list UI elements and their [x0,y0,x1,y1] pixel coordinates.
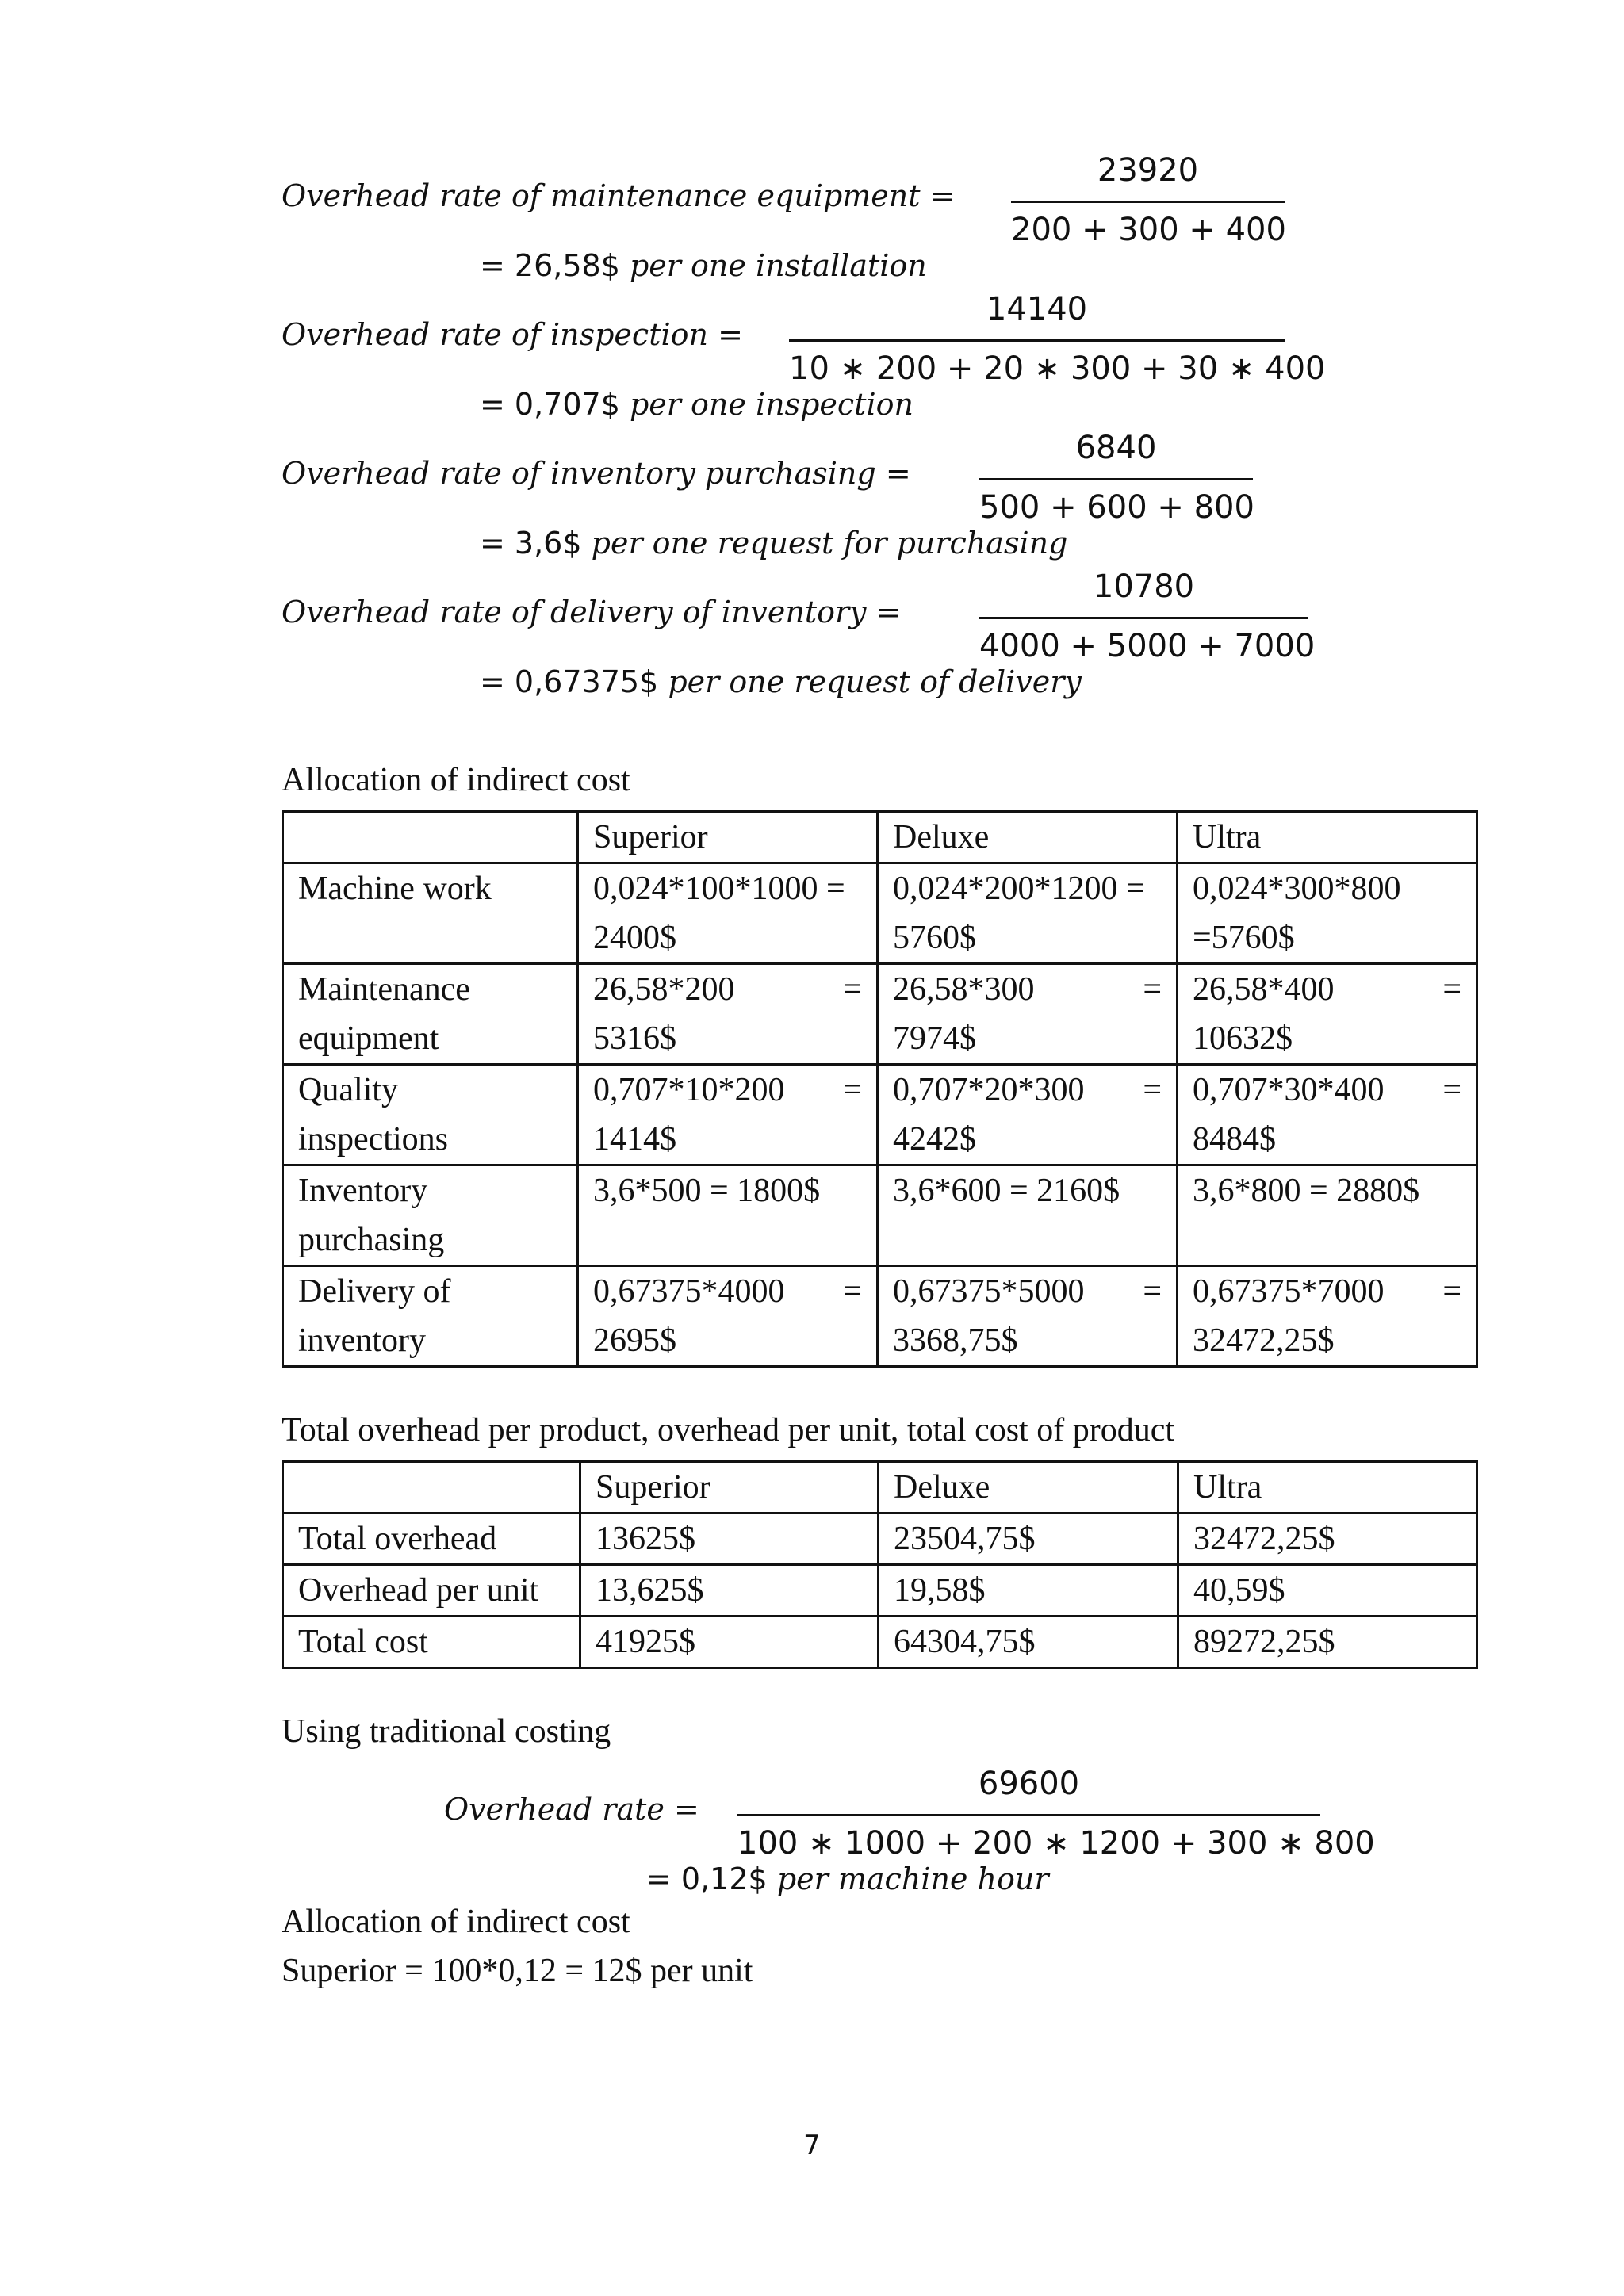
table-cell: 0,024*100*1000 = 2400$ [578,863,878,964]
result-value: = 0,12$ [646,1862,768,1896]
table-cell: 19,58$ [879,1565,1178,1617]
header-cell-empty [283,1462,580,1513]
result-unit: per one inspection [629,387,914,422]
fraction [1011,152,1286,248]
denominator: 500 + 600 + 800 [979,489,1254,526]
numerator: 14140 [986,291,1088,327]
traditional-allocation-caption: Allocation of indirect cost [282,1904,630,1940]
traditional-caption: Using traditional costing [282,1713,611,1750]
formula-result [480,664,1082,699]
row-label: Total cost [283,1617,580,1668]
table-cell: 13625$ [580,1513,879,1565]
row-label: Delivery of inventory [283,1266,578,1367]
totals-table [282,1460,1478,1669]
totals-caption: Total overhead per product, overhead per unit, total cost of product [282,1412,1175,1448]
table-cell: 0,67375*7000 = 32472,25$ [1178,1266,1477,1367]
table-cell: 26,58*300 = 7974$ [878,964,1178,1065]
table-cell: 13,625$ [580,1565,879,1617]
formula-result [646,1862,1049,1896]
row-label: Inventory purchasing [283,1165,578,1266]
numerator: 10780 [1093,568,1195,605]
allocation-table [282,810,1478,1368]
fraction [979,568,1316,664]
result-unit: per one installation [629,248,927,283]
table-header-row [283,812,1477,863]
formula-result [480,526,1067,561]
result-value: = 26,58$ [480,248,620,283]
table-cell: 40,59$ [1178,1565,1477,1617]
result-unit: per one request for purchasing [591,526,1068,561]
table-row [283,1565,1477,1617]
numerator: 6840 [1075,430,1157,466]
equals-sign: = [885,456,911,491]
table-row [283,1065,1477,1165]
page-number: 7 [803,2130,821,2161]
fraction [979,430,1254,526]
denominator: 4000 + 5000 + 7000 [979,628,1316,664]
header-cell-empty [283,812,578,863]
result-value: = 3,6$ [480,526,582,561]
formula-result [480,387,914,422]
table-cell: 0,707*30*400 = 8484$ [1178,1065,1477,1165]
table-cell: 3,6*600 = 2160$ [878,1165,1178,1266]
table-cell: 0,024*300*800 =5760$ [1178,863,1477,964]
row-label: Maintenance equipment [283,964,578,1065]
formula-result [480,248,927,283]
fraction [789,291,1326,387]
table-cell: 0,67375*4000 = 2695$ [578,1266,878,1367]
table-cell: 41925$ [580,1617,879,1668]
row-label: Total overhead [283,1513,580,1565]
fraction [737,1766,1375,1862]
allocation-caption: Allocation of indirect cost [282,762,630,798]
denominator: 100 ∗ 1000 + 200 ∗ 1200 + 300 ∗ 800 [737,1825,1375,1862]
formula-label: Overhead rate of inspection [282,317,708,352]
table-cell: 0,67375*5000 = 3368,75$ [878,1266,1178,1367]
table-header-row [283,1462,1477,1513]
header-cell: Superior [580,1462,879,1513]
table-row [283,1165,1477,1266]
header-cell: Superior [578,812,878,863]
table-cell: 3,6*800 = 2880$ [1178,1165,1477,1266]
fraction-bar [979,478,1253,480]
numerator: 69600 [978,1766,1080,1802]
table-row [283,1617,1477,1668]
result-value: = 0,67375$ [480,664,659,699]
table-cell: 0,024*200*1200 = 5760$ [878,863,1178,964]
table-cell: 3,6*500 = 1800$ [578,1165,878,1266]
table-cell: 32472,25$ [1178,1513,1477,1565]
denominator: 200 + 300 + 400 [1011,212,1286,248]
table-cell: 64304,75$ [879,1617,1178,1668]
formula-label: Overhead rate [444,1792,665,1827]
formula-label: Overhead rate of delivery of inventory [282,595,867,629]
equals-sign: = [718,317,743,352]
numerator: 23920 [1097,152,1199,189]
fraction-bar [789,339,1285,342]
table-row [283,1266,1477,1367]
table-cell: 0,707*20*300 = 4242$ [878,1065,1178,1165]
fraction-bar [737,1814,1320,1816]
table-cell: 26,58*200 = 5316$ [578,964,878,1065]
table-row [283,1513,1477,1565]
equals-sign: = [673,1792,699,1827]
denominator: 10 ∗ 200 + 20 ∗ 300 + 30 ∗ 400 [789,350,1326,387]
equals-sign: = [875,595,902,629]
superior-allocation-line: Superior = 100*0,12 = 12$ per unit [282,1953,753,1989]
result-unit: per machine hour [776,1862,1049,1896]
header-cell: Ultra [1178,812,1477,863]
equals-sign: = [929,178,956,213]
formula-label: Overhead rate of inventory purchasing [282,456,876,491]
result-value: = 0,707$ [480,387,620,422]
header-cell: Deluxe [878,812,1178,863]
fraction-bar [979,617,1308,619]
table-cell: 0,707*10*200 = 1414$ [578,1065,878,1165]
table-row [283,863,1477,964]
row-label: Quality inspections [283,1065,578,1165]
table-cell: 89272,25$ [1178,1617,1477,1668]
formula-label: Overhead rate of maintenance equipment [282,178,921,213]
row-label: Overhead per unit [283,1565,580,1617]
result-unit: per one request of delivery [668,664,1082,699]
header-cell: Ultra [1178,1462,1477,1513]
row-label: Machine work [283,863,578,964]
fraction-bar [1011,201,1285,203]
header-cell: Deluxe [879,1462,1178,1513]
table-row [283,964,1477,1065]
table-cell: 26,58*400 = 10632$ [1178,964,1477,1065]
table-cell: 23504,75$ [879,1513,1178,1565]
